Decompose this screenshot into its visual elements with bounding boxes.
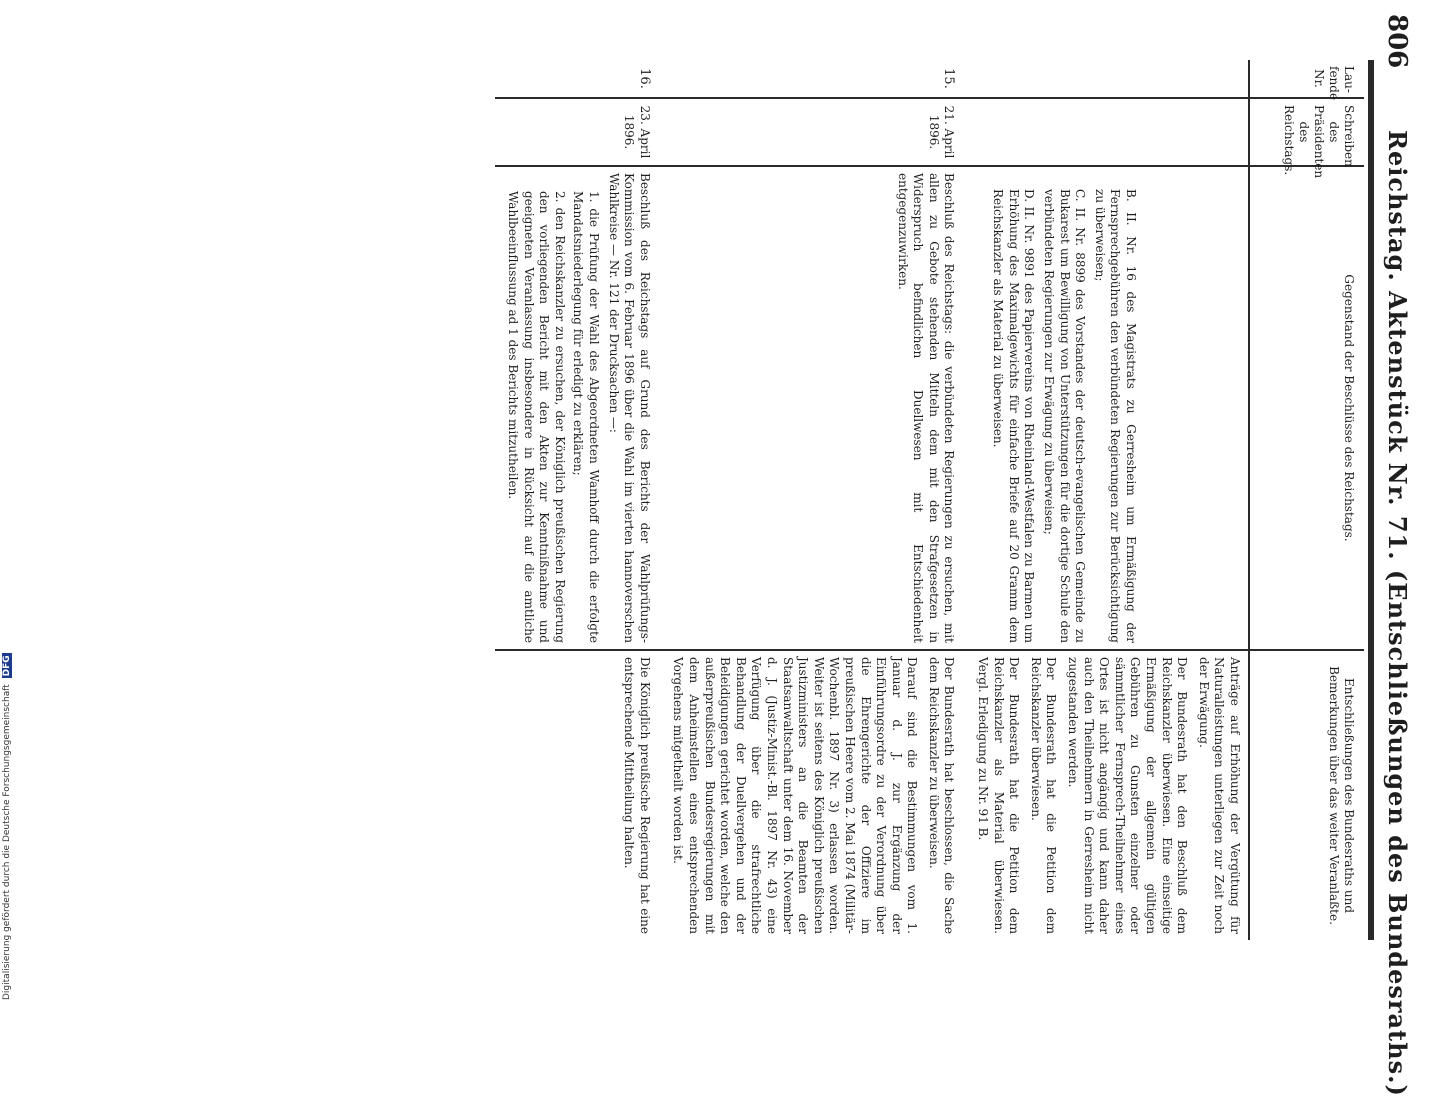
table-row	[658, 60, 963, 940]
list-item: C. II. Nr. 8899 des Vorstandes der deutsch-evangelischen Gemeinde zu Bukarest um Bewilligung von Unterstützungen für die dortige Schule den verbündeten Regierungen zur Erwägung zu überweisen;	[1042, 189, 1088, 643]
decision-note: Der Bundesrath hat den Beschluß dem Reichskanzler überwiesen. Eine einseitige Ermäßigung der allgemein gültigen Gebühren zu Gunsten einzelner oder sämmtlicher Fernsprech-Theilnehmer eines Ortes ist nicht angängig und kann daher auch den Theilnehmern in Gerresheim nicht zugestanden werden.	[1066, 657, 1190, 934]
list-subitem: 1. die Prüfung der Wahl des Abgeordneten Wamhoff durch die erfolgte Mandatsniederlegung für erledigt zu erklären;	[571, 191, 602, 643]
table-row	[963, 60, 1250, 940]
table-header-row	[1249, 60, 1364, 940]
page-header: Reichstag. Aktenstück Nr. 71. (Entschließungen des Bundesraths.)	[1383, 130, 1412, 1097]
header-rule	[1368, 60, 1374, 940]
table-row	[495, 60, 657, 940]
decision-note: Die Königlich preußische Regierung hat eine entsprechende Mittheilung halten.	[622, 657, 652, 934]
decision-note: Der Bundesrath hat die Petition dem Reichskanzler als Material überwiesen. Vergl. Erledigung zu Nr. 91 B.	[976, 657, 1022, 934]
decision-cell	[658, 650, 963, 940]
column-header-subject: Gegenstand der Beschlüsse des Reichstags.	[1249, 166, 1364, 650]
row-number: 15.	[941, 68, 957, 89]
list-item: Beschluß des Reichstags: die verbündeten Regierungen zu ersuchen, mit allen zu Gebote stehenden Mitteln dem mit den Strafgesetzen in Widerspruch befindlichen Duellwesen mit Entschiedenheit entgegenzuwirken.	[895, 173, 957, 643]
row-number: 16.	[636, 68, 652, 89]
list-item: B. II. Nr. 16 des Magistrats zu Gerresheim um Ermäßigung der Fernsprechgebühren den verbündeten Regierungen zur Berücksichtigung zu überweisen;	[1092, 189, 1138, 643]
decision-cell	[963, 650, 1250, 940]
column-header-nr: Lau-fende Nr.	[1249, 60, 1364, 98]
subject-cell	[495, 166, 657, 650]
list-item: D. II. Nr. 9891 des Papiervereins von Rheinland-Westfalen zu Barmen um Erhöhung des Maximalgewichts für einfache Briefe auf 20 Gramm dem Reichskanzler als Material zu überweisen.	[991, 189, 1037, 643]
decision-note: Der Bundesrath hat beschlossen, die Sache dem Reichskanzler zu überweisen.	[926, 657, 957, 934]
list-subitem: 2. den Reichskanzler zu ersuchen, der Königlich preußischen Regierung den vorliegenden Bericht mit den Akten zur Kenntnißnahme und geeigneten Veranlassung insbesondere in Rücksicht auf die amtliche Wahlbeeinflussung ad 1 des Berichts mitzutheilen.	[506, 191, 567, 643]
dfg-logo: DFG	[2, 655, 12, 677]
decision-note: Anträge auf Erhöhung der Vergütung für Naturalleistungen unterliegen zur Zeit noch der Erwägung.	[1196, 657, 1242, 934]
row-date: 21. April 1896.	[658, 98, 963, 166]
list-item: Beschluß des Reichstags auf Grund des Berichts der Wahlprüfungs-Kommission vom 6. Februar 1896 über die Wahl im vierten hannoverschen Wahlkreise — Nr. 121 der Drucksachen —:	[606, 173, 652, 643]
decision-note: Darauf sind die Bestimmungen vom 1. Januar d. J. zur Ergänzung der Einführungsordre zu der Verordnung über die Ehrengerichte der Offiziere im preußischen Heere vom 2. Mai 1874 (Militär-Wochenbl. 1897 Nr. 3) erlassen worden. Weiter ist seitens des Königlich preußischen Justizministers an die Beamten der Staatsanwaltschaft unter dem 16. November d. J. (Justiz-Minist.-Bl. 1897 Nr. 43) eine Verfügung über die strafrechtliche Behandlung der Duellvergehen und der Beleidigungen gerichtet worden, welche den außerpreußischen Bundesregierungen mit dem Anheimstellen eines entsprechenden Vorgehens mitgetheilt worden ist.	[671, 657, 920, 934]
credit-text: Digitalisierung gefördert durch die Deutsche Forschungsgemeinschaft	[2, 684, 12, 1000]
digitization-credit	[2, 580, 12, 1000]
subject-cell	[658, 166, 963, 650]
resolutions-table	[495, 60, 1364, 940]
subject-cell	[963, 166, 1250, 650]
row-date: 23. April 1896.	[495, 98, 657, 166]
page-number: 806	[1382, 14, 1412, 69]
decision-note: Der Bundesrath hat die Petition dem Reichskanzler überwiesen.	[1028, 657, 1059, 934]
decision-cell	[495, 650, 657, 940]
column-header-date: Schreiben des Präsidenten des Reichstags.	[1249, 98, 1364, 166]
column-header-decisions: Entschließungen des Bundesraths und Bemerkungen über das weiter Veranlaßte.	[1249, 650, 1364, 940]
